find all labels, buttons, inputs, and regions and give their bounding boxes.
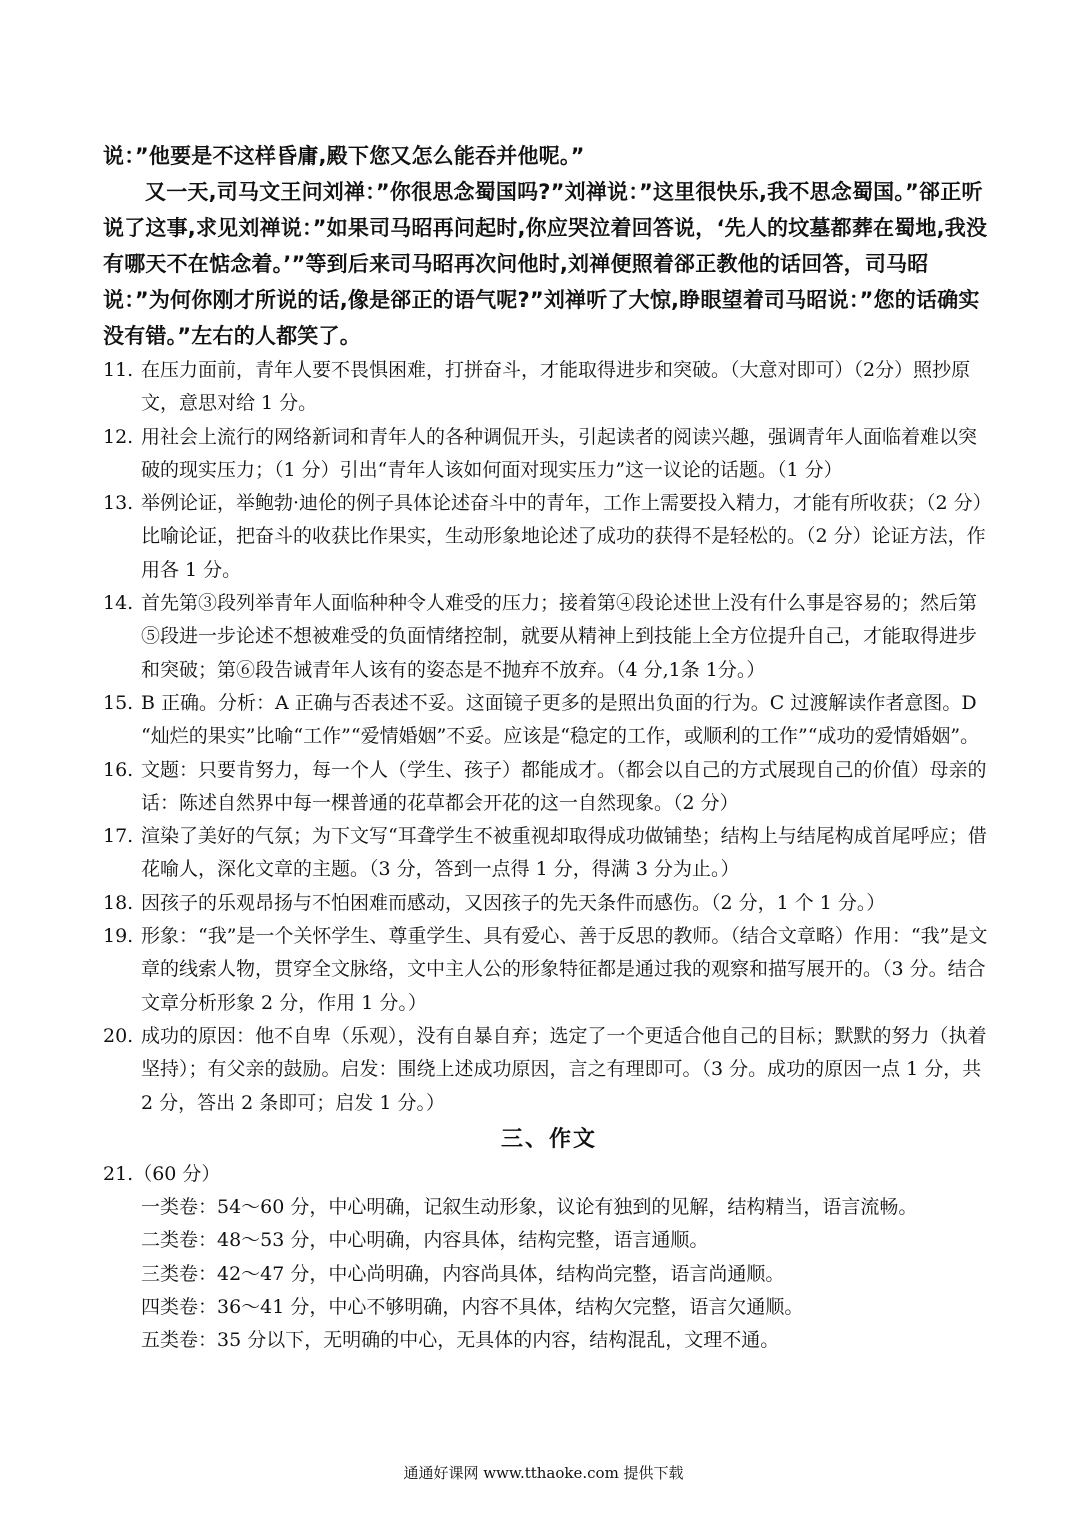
story-line: 说：”他要是不这样昏庸,殿下您又怎么能吞并他呢。” (103, 144, 585, 168)
answer-text: B 正确。分析：A 正确与否表述不妥。这面镜子更多的是照出负面的行为。C 过渡解读作者意图。D “灿烂的果实”比喻“工作”“爱情婚姻”不妥。应该是“稳定的工作，或顺利的工作”“成功的爱情婚姻”。 (141, 691, 980, 748)
answer-item (103, 687, 995, 754)
answer-item (103, 920, 995, 1020)
story-paragraph: 又一天,司马文王问刘禅：”你很思念蜀国吗?”刘禅说：”这里很快乐,我不思念蜀国。”郤正听说了这事,求见刘禅说：”如果司马昭再问起时,你应哭泣着回答说，‘先人的坟墓都葬在蜀地,我没有哪天不在惦念着。’”等到后来司马昭再次问他时,刘禅便照着郤正教他的话回答，司马昭说：”为何你刚才所说的话,像是郤正的语气呢?”刘禅听了大惊,睁眼望着司马昭说：”您的话确实没有错。”左右的人都笑了。 (103, 180, 988, 348)
answer-text: 形象：“我”是一个关怀学生、尊重学生、具有爱心、善于反思的教师。（结合文章略）作用：“我”是文章的线索人物，贯穿全文脉络，文中主人公的形象特征都是通过我的观察和描写展开的。（3 分。结合文章分析形象 2 分，作用 1 分。） (141, 925, 988, 1014)
answer-text: 在压力面前，青年人要不畏惧困难，打拼奋斗，才能取得进步和突破。（大意对即可）（2分）照抄原文，意思对给 1 分。 (141, 359, 971, 415)
answer-item (103, 487, 995, 587)
answer-item (103, 421, 995, 488)
essay-grade-row: 三类卷：42～47 分，中心尚明确，内容尚具体，结构尚完整，语言尚通顺。 (141, 1262, 785, 1285)
essay-grade-row: 五类卷：35 分以下，无明确的中心，无具体的内容，结构混乱，文理不通。 (141, 1329, 780, 1352)
answer-text: 首先第③段列举青年人面临种种令人难受的压力；接着第④段论述世上没有什么事是容易的；然后第⑤段进一步论述不想被难受的负面情绪控制，就要从精神上到技能上全方位提升自己，才能取得进步和突破；第⑥段告诫青年人该有的姿态是不抛弃不放弃。（4 分,1条 1分。） (141, 592, 978, 681)
answer-text: 用社会上流行的网络新词和青年人的各种调侃开头，引起读者的阅读兴趣，强调青年人面临着难以突破的现实压力；（1 分）引出“青年人该如何面对现实压力”这一议论的话题。（1 分） (141, 425, 978, 481)
essay-grade-list (103, 1191, 995, 1357)
answer-number: 19. (103, 925, 134, 948)
answer-text: 渲染了美好的气氛；为下文写“耳聋学生不被重视却取得成功做铺垫；结构上与结尾构成首尾呼应；借花喻人，深化文章的主题。（3 分，答到一点得 1 分，得满 3 分为止。） (141, 825, 987, 881)
answer-number: 17. (103, 825, 134, 848)
answer-item (103, 820, 995, 887)
answer-number: 12. (103, 425, 134, 448)
answer-item (103, 587, 995, 687)
answer-item (103, 354, 995, 421)
answer-text: 成功的原因：他不自卑（乐观），没有自暴自弃；选定了一个更适合他自己的目标；默默的努力（执着坚持）；有父亲的鼓励。启发：围绕上述成功原因，言之有理即可。（3 分。成功的原因一点 1 分，共 2 分，答出 2 条即可；启发 1 分。） (141, 1024, 987, 1114)
answer-number: 16. (103, 758, 134, 781)
essay-grade-row: 一类卷：54～60 分，中心明确，记叙生动形象，议论有独到的见解，结构精当，语言流畅。 (141, 1196, 918, 1219)
answer-number: 11. (103, 359, 134, 381)
answer-item (103, 754, 995, 821)
answer-list (103, 354, 995, 1120)
essay-grade-row: 二类卷：48～53 分，中心明确，内容具体，结构完整，语言通顺。 (141, 1229, 709, 1252)
essay-question: 21.（60 分） (103, 1162, 221, 1185)
answer-number: 13. (103, 492, 134, 515)
answer-text: 举例论证，举鲍勃·迪伦的例子具体论述奋斗中的青年，工作上需要投入精力，才能有所收获；（2 分）比喻论证，把奋斗的收获比作果实，生动形象地论述了成功的获得不是轻松的。（2 分）论证方法，作用各 1 分。 (141, 492, 992, 581)
footer-watermark: 通通好课网 www.tthaoke.com 提供下载 (403, 1464, 684, 1482)
answer-number: 20. (103, 1024, 134, 1047)
answer-text: 因孩子的乐观昂扬与不怕困难而感动，又因孩子的先天条件而感伤。（2 分，1 个 1 分。） (141, 891, 886, 914)
answer-item (103, 1020, 995, 1120)
answer-number: 15. (103, 691, 134, 714)
answer-number: 14. (103, 592, 134, 615)
essay-grade-row: 四类卷：36～41 分，中心不够明确，内容不具体，结构欠完整，语言欠通顺。 (141, 1296, 804, 1319)
answer-text: 文题：只要肯努力，每一个人（学生、孩子）都能成才。（都会以自己的方式展现自己的价值）母亲的话：陈述自然界中每一棵普通的花草都会开花的这一自然现象。（2 分） (141, 758, 987, 814)
answer-item (103, 887, 995, 920)
answer-number: 18. (103, 891, 134, 914)
section-title: 三、作文 (500, 1126, 597, 1152)
